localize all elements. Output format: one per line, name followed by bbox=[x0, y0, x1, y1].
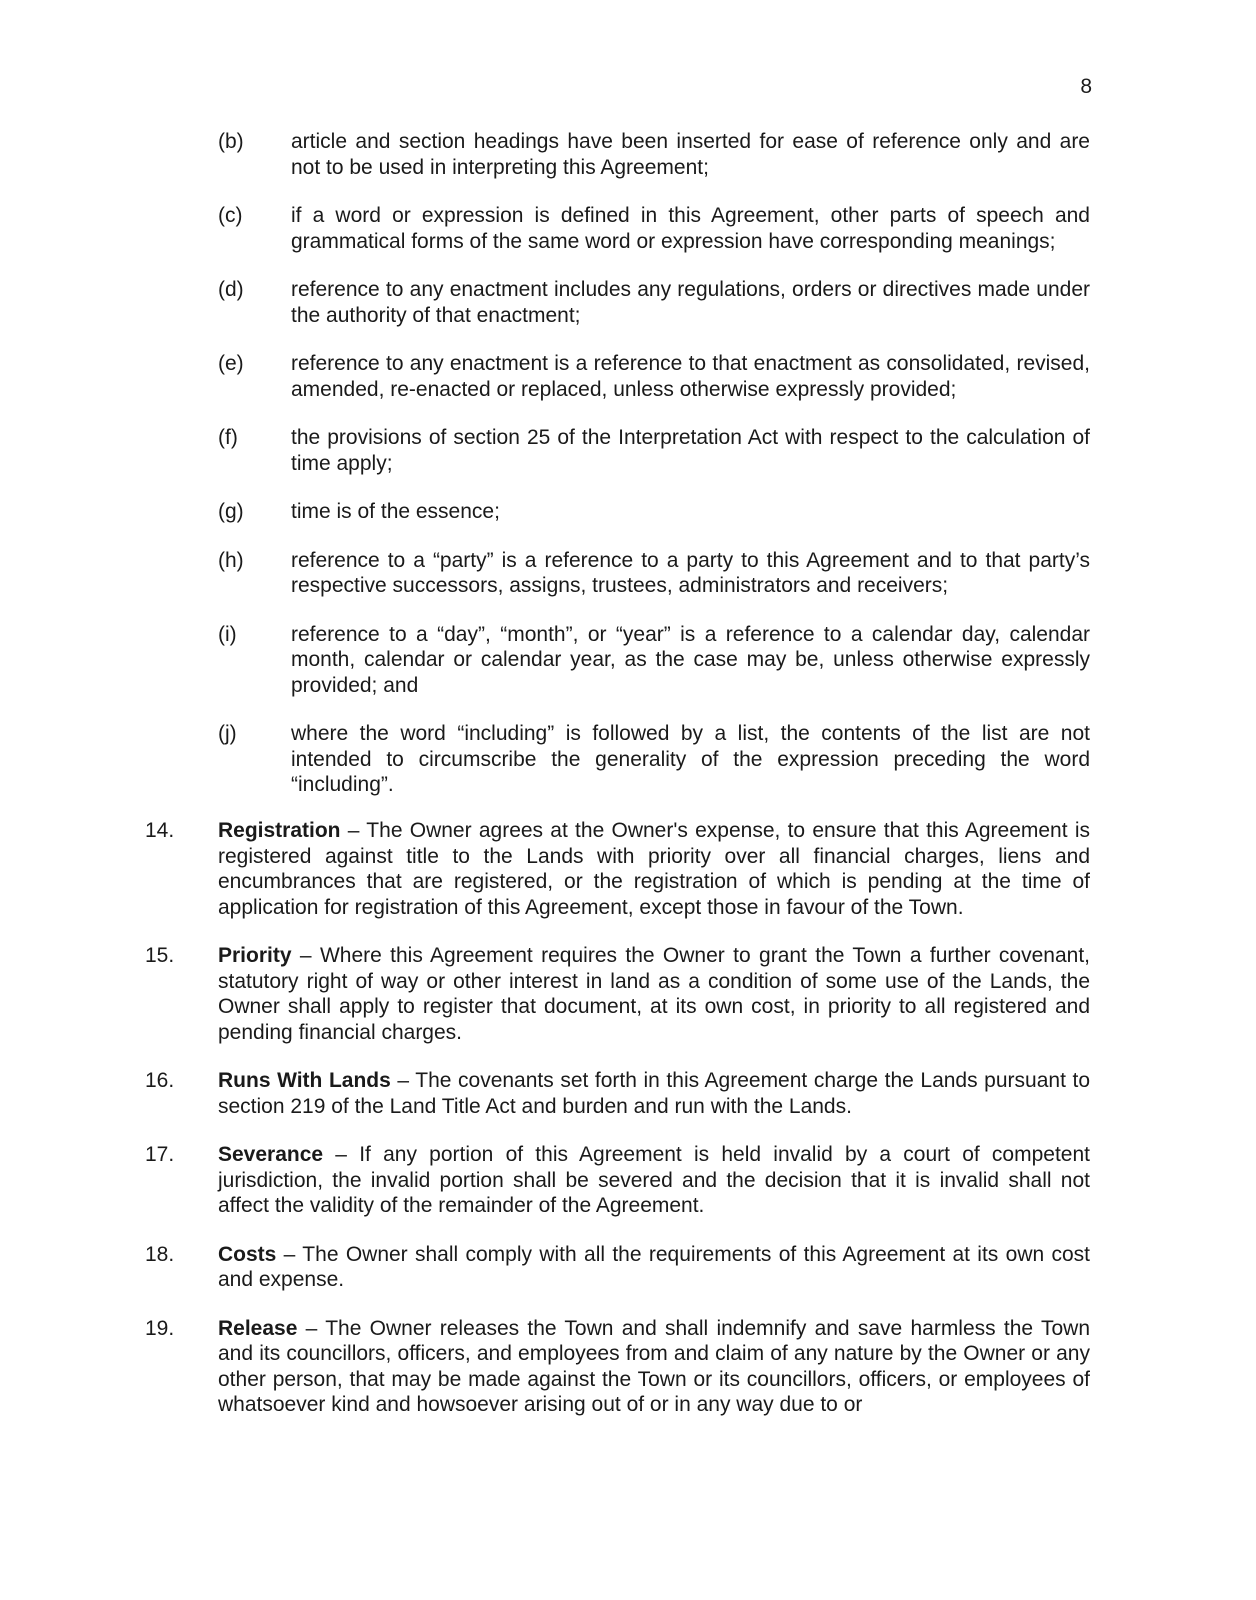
subitem-e bbox=[218, 351, 1090, 402]
subitem-h bbox=[218, 548, 1090, 599]
subitem-f bbox=[218, 425, 1090, 476]
page-number: 8 bbox=[1080, 75, 1092, 98]
section-heading: Severance bbox=[218, 1143, 324, 1166]
section-heading: Runs With Lands bbox=[218, 1069, 391, 1092]
subitem-label: (i) bbox=[218, 622, 237, 646]
section-18 bbox=[145, 1242, 1090, 1293]
subitem-i bbox=[218, 622, 1090, 699]
section-number: 17. bbox=[145, 1143, 175, 1166]
subitem-text: reference to any enactment is a reference to that enactment as consolidated, revised, amended, re-enacted or replaced, unless otherwise expressly provided; bbox=[291, 352, 1090, 401]
section-body bbox=[218, 1242, 1090, 1293]
section-body bbox=[218, 1142, 1090, 1219]
section-text: – The covenants set forth in this Agreement charge the Lands pursuant to section 219 of the Land Title Act and burden and run with the Lands. bbox=[218, 1069, 1090, 1118]
subitem-text: reference to a “party” is a reference to a party to this Agreement and to that party’s respective successors, assigns, trustees, administrators and receivers; bbox=[291, 548, 1090, 597]
section-text: – The Owner agrees at the Owner's expense, to ensure that this Agreement is registered against title to the Lands with priority over all financial charges, liens and encumbrances that are registered, or the registration of which is pending at the time of application for registration of this Agreement, except those in favour of the Town. bbox=[218, 819, 1090, 919]
subitem-label: (e) bbox=[218, 352, 244, 375]
section-text: – The Owner releases the Town and shall indemnify and save harmless the Town and its councillors, officers, and employees from and claim of any nature by the Owner or any other person, that may be made against the Town or its councillors, officers, or employees of whatsoever kind and howsoever arising out of or in any way due to or bbox=[218, 1316, 1090, 1416]
section-number: 14. bbox=[145, 819, 175, 842]
section-number: 18. bbox=[145, 1242, 175, 1266]
subitem-b bbox=[218, 129, 1090, 180]
subitem-text: time is of the essence; bbox=[291, 500, 500, 523]
interpretation-subitems bbox=[218, 129, 1090, 821]
subitem-text: article and section headings have been inserted for ease of reference only and are not to be used in interpreting this Agreement; bbox=[291, 130, 1090, 179]
subitem-text: the provisions of section 25 of the Interpretation Act with respect to the calculation of time apply; bbox=[291, 426, 1090, 475]
section-17 bbox=[145, 1142, 1090, 1219]
subitem-label: (j) bbox=[218, 722, 237, 745]
subitem-text: reference to a “day”, “month”, or “year” is a reference to a calendar day, calendar month, calendar or calendar year, as the case may be, unless otherwise expressly provided; and bbox=[291, 622, 1090, 697]
subitem-label: (g) bbox=[218, 500, 244, 523]
subitem-label: (d) bbox=[218, 278, 244, 301]
section-15 bbox=[145, 943, 1090, 1045]
subitem-j bbox=[218, 721, 1090, 798]
section-16 bbox=[145, 1068, 1090, 1119]
section-number: 19. bbox=[145, 1316, 175, 1340]
section-number: 15. bbox=[145, 944, 175, 967]
section-19 bbox=[145, 1316, 1090, 1418]
subitem-text: where the word “including” is followed by a list, the contents of the list are not intended to circumscribe the generality of the expression preceding the word “including”. bbox=[291, 722, 1090, 796]
section-text: – Where this Agreement requires the Owner to grant the Town a further covenant, statutory right of way or other interest in land as a condition of some use of the Lands, the Owner shall apply to register that document, at its own cost, in priority to all registered and pending financial charges. bbox=[218, 944, 1090, 1044]
section-body bbox=[218, 1316, 1090, 1418]
subitem-label: (f) bbox=[218, 426, 238, 449]
subitem-c bbox=[218, 203, 1090, 254]
section-body bbox=[218, 818, 1090, 920]
section-body bbox=[218, 943, 1090, 1045]
subitem-text: if a word or expression is defined in this Agreement, other parts of speech and grammatical forms of the same word or expression have corresponding meanings; bbox=[291, 204, 1090, 253]
section-number: 16. bbox=[145, 1069, 175, 1092]
section-heading: Priority bbox=[218, 944, 292, 967]
section-body bbox=[218, 1068, 1090, 1119]
section-heading: Costs bbox=[218, 1242, 277, 1266]
section-text: – If any portion of this Agreement is held invalid by a court of competent jurisdiction, the invalid portion shall be severed and the decision that it is invalid shall not affect the validity of the remainder of the Agreement. bbox=[218, 1143, 1090, 1217]
subitem-g bbox=[218, 499, 1090, 525]
section-heading: Registration bbox=[218, 819, 341, 842]
subitem-d bbox=[218, 277, 1090, 328]
subitem-label: (b) bbox=[218, 130, 244, 153]
section-text: – The Owner shall comply with all the requirements of this Agreement at its own cost and expense. bbox=[218, 1242, 1090, 1291]
subitem-label: (h) bbox=[218, 548, 244, 572]
section-heading: Release bbox=[218, 1316, 298, 1340]
subitem-label: (c) bbox=[218, 204, 243, 227]
numbered-sections bbox=[145, 818, 1090, 1441]
subitem-text: reference to any enactment includes any regulations, orders or directives made under the authority of that enactment; bbox=[291, 278, 1090, 327]
section-14 bbox=[145, 818, 1090, 920]
